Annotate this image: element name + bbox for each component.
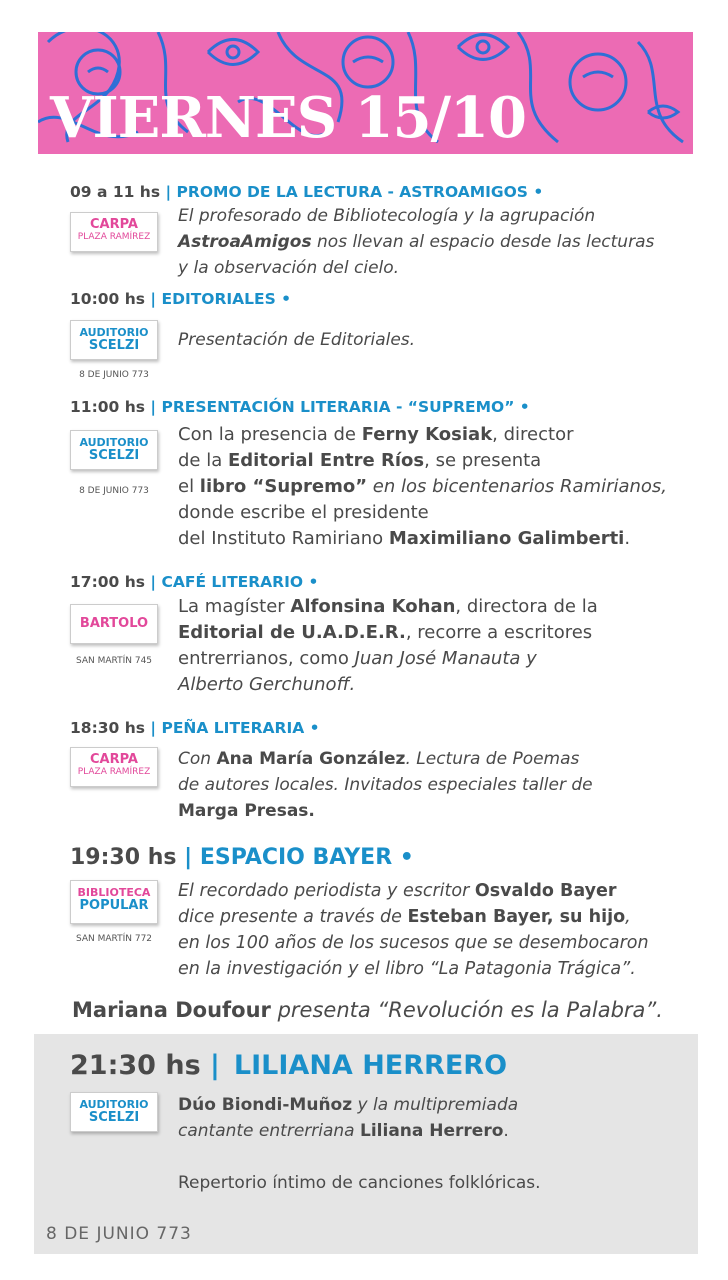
event-description-4: La magíster Alfonsina Kohan, directora de la Editorial de U.A.D.E.R., recorre a escritores entrerrianos, como Juan José Manauta y Alberto Gerchunoff. <box>178 596 598 695</box>
venue-address: SAN MARTÍN 745 <box>75 656 153 666</box>
event-header-5: 18:30 hs | PEÑA LITERARIA • <box>70 719 320 737</box>
venue-address: 8 DE JUNIO 773 <box>79 370 149 380</box>
event-header-2: 10:00 hs | EDITORIALES • <box>70 290 292 308</box>
venue-badge-scelzi: AUDITORIO SCELZI <box>70 1092 158 1132</box>
venue-address: 8 DE JUNIO 773 <box>79 486 149 496</box>
finale-address: 8 DE JUNIO 773 <box>46 1224 192 1244</box>
page-title: VIERNES 15/10 <box>50 85 526 151</box>
finale-box <box>34 1034 698 1254</box>
venue-badge-biblioteca: BIBLIOTECA POPULAR <box>70 880 158 924</box>
event-description-6: El recordado periodista y escritor Osvaldo Bayer dice presente a través de Esteban Bayer, su hijo, en los 100 años de los sucesos que se desembocaron en la investigación y el libro “La Patagonia Trágica”. <box>178 881 649 979</box>
event-header-4: 17:00 hs | CAFÉ LITERARIO • <box>70 573 319 591</box>
finale-description: Dúo Biondi-Muñoz y la multipremiada cantante entrerriana Liliana Herrero. Repertorio íntimo de canciones folklóricas. <box>178 1095 541 1193</box>
event-header-1: 09 a 11 hs | PROMO DE LA LECTURA - ASTROAMIGOS • <box>70 183 544 201</box>
mariana-doufour-note: Mariana Doufour presenta “Revolución es la Palabra”. <box>72 998 663 1022</box>
event-header-3: 11:00 hs | PRESENTACIÓN LITERARIA - “SUPREMO” • <box>70 398 530 416</box>
event-header-6: 19:30 hs | ESPACIO BAYER • <box>70 845 414 870</box>
venue-badge-scelzi: AUDITORIO SCELZI <box>70 320 158 360</box>
venue-badge-scelzi: AUDITORIO SCELZI <box>70 430 158 470</box>
finale-title: 21:30 hs | LILIANA HERRERO <box>70 1050 508 1081</box>
event-description-3: Con la presencia de Ferny Kosiak, director de la Editorial Entre Ríos, se presenta el libro “Supremo” en los bicentenarios Ramirianos, donde escribe el presidente del Instituto Ramiriano Maximiliano Galimberti. <box>178 424 668 549</box>
event-description-1: El profesorado de Bibliotecología y la agrupación AstroaAmigos nos llevan al espacio desde las lecturas y la observación del cielo. <box>178 206 655 278</box>
venue-address: SAN MARTÍN 772 <box>75 934 153 944</box>
venue-badge-carpa: CARPA PLAZA RAMÍREZ <box>70 747 158 787</box>
event-description-2: Presentación de Editoriales. <box>178 330 416 350</box>
venue-badge-carpa: CARPA PLAZA RAMÍREZ <box>70 212 158 252</box>
venue-badge-bartolo: BARTOLO <box>70 604 158 644</box>
event-category: PROMO DE LA LECTURA - ASTROAMIGOS • <box>176 183 544 201</box>
event-time: 09 a 11 hs <box>70 183 161 201</box>
event-description-5: Con Ana María González. Lectura de Poemas de autores locales. Invitados especiales taller de Marga Presas. <box>178 749 593 821</box>
